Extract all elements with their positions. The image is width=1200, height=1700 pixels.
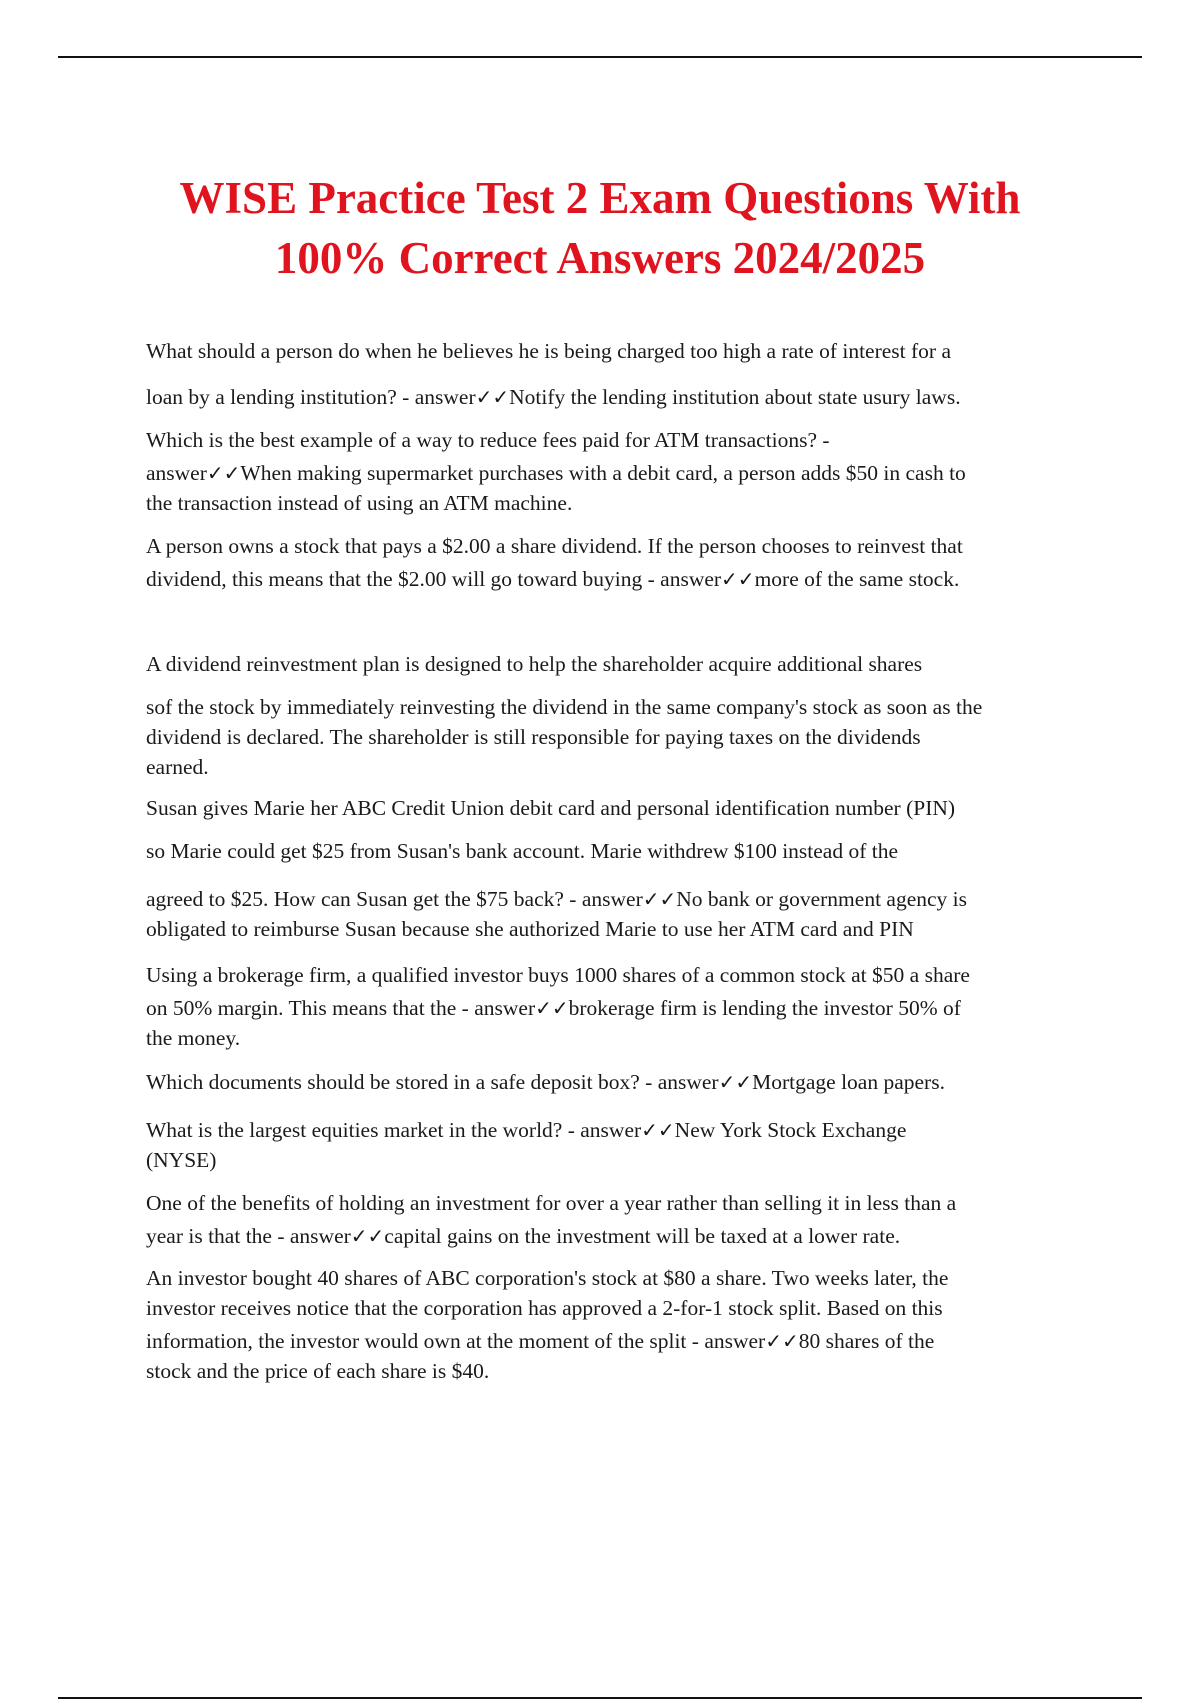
double-check-icon: ✓✓: [721, 567, 755, 591]
answer-text: Mortgage loan papers.: [752, 1070, 945, 1094]
qa-line: [146, 1067, 1096, 1097]
qa-line: [146, 1188, 1096, 1218]
document-title: [100, 168, 1100, 288]
qa-entry: [146, 960, 1096, 1053]
qa-line: [146, 722, 1096, 752]
question-text: Which is the best example of a way to reduce fees paid for ATM transactions? -: [146, 428, 830, 452]
question-text: obligated to reimburse Susan because she authorized Marie to use her ATM card and PIN: [146, 917, 914, 941]
question-text: A dividend reinvestment plan is designed to help the shareholder acquire additional shares: [146, 652, 923, 676]
double-check-icon: ✓✓: [718, 1070, 753, 1094]
qa-line: [146, 1221, 1096, 1251]
qa-line: [146, 1115, 1096, 1145]
qa-entry: [146, 1067, 1096, 1097]
question-text: One of the benefits of holding an investment for over a year rather than selling it in less than a: [146, 1191, 957, 1215]
question-text: on 50% margin. This means that the -: [146, 996, 475, 1020]
answer-prefix: answer: [414, 385, 476, 409]
answer-prefix: answer: [660, 567, 722, 591]
qa-line: [146, 1263, 1096, 1293]
question-text: dividend is declared. The shareholder is still responsible for paying taxes on the dividends: [146, 725, 921, 749]
qa-entry: [146, 531, 1096, 594]
answer-text: When making supermarket purchases with a debit card, a person adds $50 in cash to: [240, 461, 966, 485]
qa-entry: [146, 1188, 1096, 1251]
question-text: dividend, this means that the $2.00 will go toward buying -: [146, 567, 661, 591]
qa-entry: [146, 336, 1096, 412]
answer-prefix: answer: [581, 887, 643, 911]
top-rule: [58, 56, 1142, 58]
qa-line: [146, 884, 1096, 914]
question-text: the transaction instead of using an ATM machine.: [146, 491, 573, 515]
qa-entry: [146, 1263, 1096, 1386]
question-text: agreed to $25. How can Susan get the $75 back? -: [146, 887, 582, 911]
title-line-2: 100% Correct Answers 2024/2025: [274, 233, 926, 283]
answer-prefix: answer: [704, 1329, 766, 1353]
qa-entry: [146, 1115, 1096, 1175]
qa-line: [146, 488, 1096, 518]
qa-line: [146, 692, 1096, 722]
question-text: investor receives notice that the corporation has approved a 2-for-1 stock split. Based on this: [146, 1296, 943, 1320]
qa-line: [146, 1145, 1096, 1175]
qa-line: [146, 382, 1096, 412]
qa-line: [146, 649, 1096, 679]
answer-text: more of the same stock.: [754, 567, 960, 591]
answer-text: No bank or government agency is: [676, 887, 968, 911]
qa-line: [146, 1326, 1096, 1356]
question-text: An investor bought 40 shares of ABC corporation's stock at $80 a share. Two weeks later, the: [146, 1266, 949, 1290]
qa-entry: [146, 793, 1096, 944]
qa-line: [146, 836, 1096, 866]
answer-prefix: answer: [289, 1224, 351, 1248]
qa-content: [146, 336, 1096, 1386]
title-line-1: WISE Practice Test 2 Exam Questions With: [179, 173, 1021, 223]
question-text: loan by a lending institution? -: [146, 385, 415, 409]
qa-entry: [146, 425, 1096, 518]
answer-text: brokerage firm is lending the investor 50% of: [568, 996, 961, 1020]
answer-prefix: answer: [474, 996, 536, 1020]
double-check-icon: ✓✓: [642, 887, 677, 911]
qa-line: [146, 793, 1096, 823]
question-text: year is that the -: [146, 1224, 290, 1248]
double-check-icon: ✓✓: [765, 1329, 799, 1353]
qa-line: [146, 1023, 1096, 1053]
double-check-icon: ✓✓: [350, 1224, 385, 1248]
answer-text: Notify the lending institution about state usury laws.: [509, 385, 961, 409]
question-text: What is the largest equities market in the world? -: [146, 1118, 581, 1142]
double-check-icon: ✓✓: [641, 1118, 675, 1142]
qa-line: [146, 752, 1096, 782]
answer-text: New York Stock Exchange: [674, 1118, 907, 1142]
question-text: sof the stock by immediately reinvesting the dividend in the same company's stock as soon as the: [146, 695, 983, 719]
question-text: What should a person do when he believes he is being charged too high a rate of interest for a: [146, 339, 952, 363]
question-text: earned.: [146, 755, 209, 779]
qa-line: [146, 564, 1096, 594]
question-text: Which documents should be stored in a safe deposit box? -: [146, 1070, 658, 1094]
question-text: Using a brokerage firm, a qualified investor buys 1000 shares of a common stock at $50 a share: [146, 963, 970, 987]
answer-prefix: answer: [657, 1070, 719, 1094]
double-check-icon: ✓✓: [206, 461, 241, 485]
qa-line: [146, 914, 1096, 944]
qa-line: [146, 336, 1096, 366]
qa-line: [146, 993, 1096, 1023]
qa-line: [146, 1356, 1096, 1386]
answer-text: 80 shares of the: [798, 1329, 935, 1353]
bottom-rule: [58, 1697, 1142, 1699]
qa-line: [146, 960, 1096, 990]
qa-line: [146, 425, 1096, 455]
question-text: (NYSE): [146, 1148, 217, 1172]
qa-line: [146, 458, 1096, 488]
answer-prefix: answer: [580, 1118, 642, 1142]
qa-line: [146, 531, 1096, 561]
answer-text: capital gains on the investment will be taxed at a lower rate.: [384, 1224, 901, 1248]
question-text: so Marie could get $25 from Susan's bank account. Marie withdrew $100 instead of the: [146, 839, 899, 863]
question-text: Susan gives Marie her ABC Credit Union debit card and personal identification number (PIN): [146, 796, 956, 820]
double-check-icon: ✓✓: [535, 996, 569, 1020]
question-text: the money.: [146, 1026, 241, 1050]
qa-line: [146, 1293, 1096, 1323]
double-check-icon: ✓✓: [475, 385, 510, 409]
question-text: A person owns a stock that pays a $2.00 a share dividend. If the person chooses to reinvest that: [146, 534, 963, 558]
answer-prefix: answer: [146, 461, 207, 485]
question-text: information, the investor would own at the moment of the split -: [146, 1329, 705, 1353]
question-text: stock and the price of each share is $40.: [146, 1359, 490, 1383]
qa-entry: [146, 649, 1096, 782]
